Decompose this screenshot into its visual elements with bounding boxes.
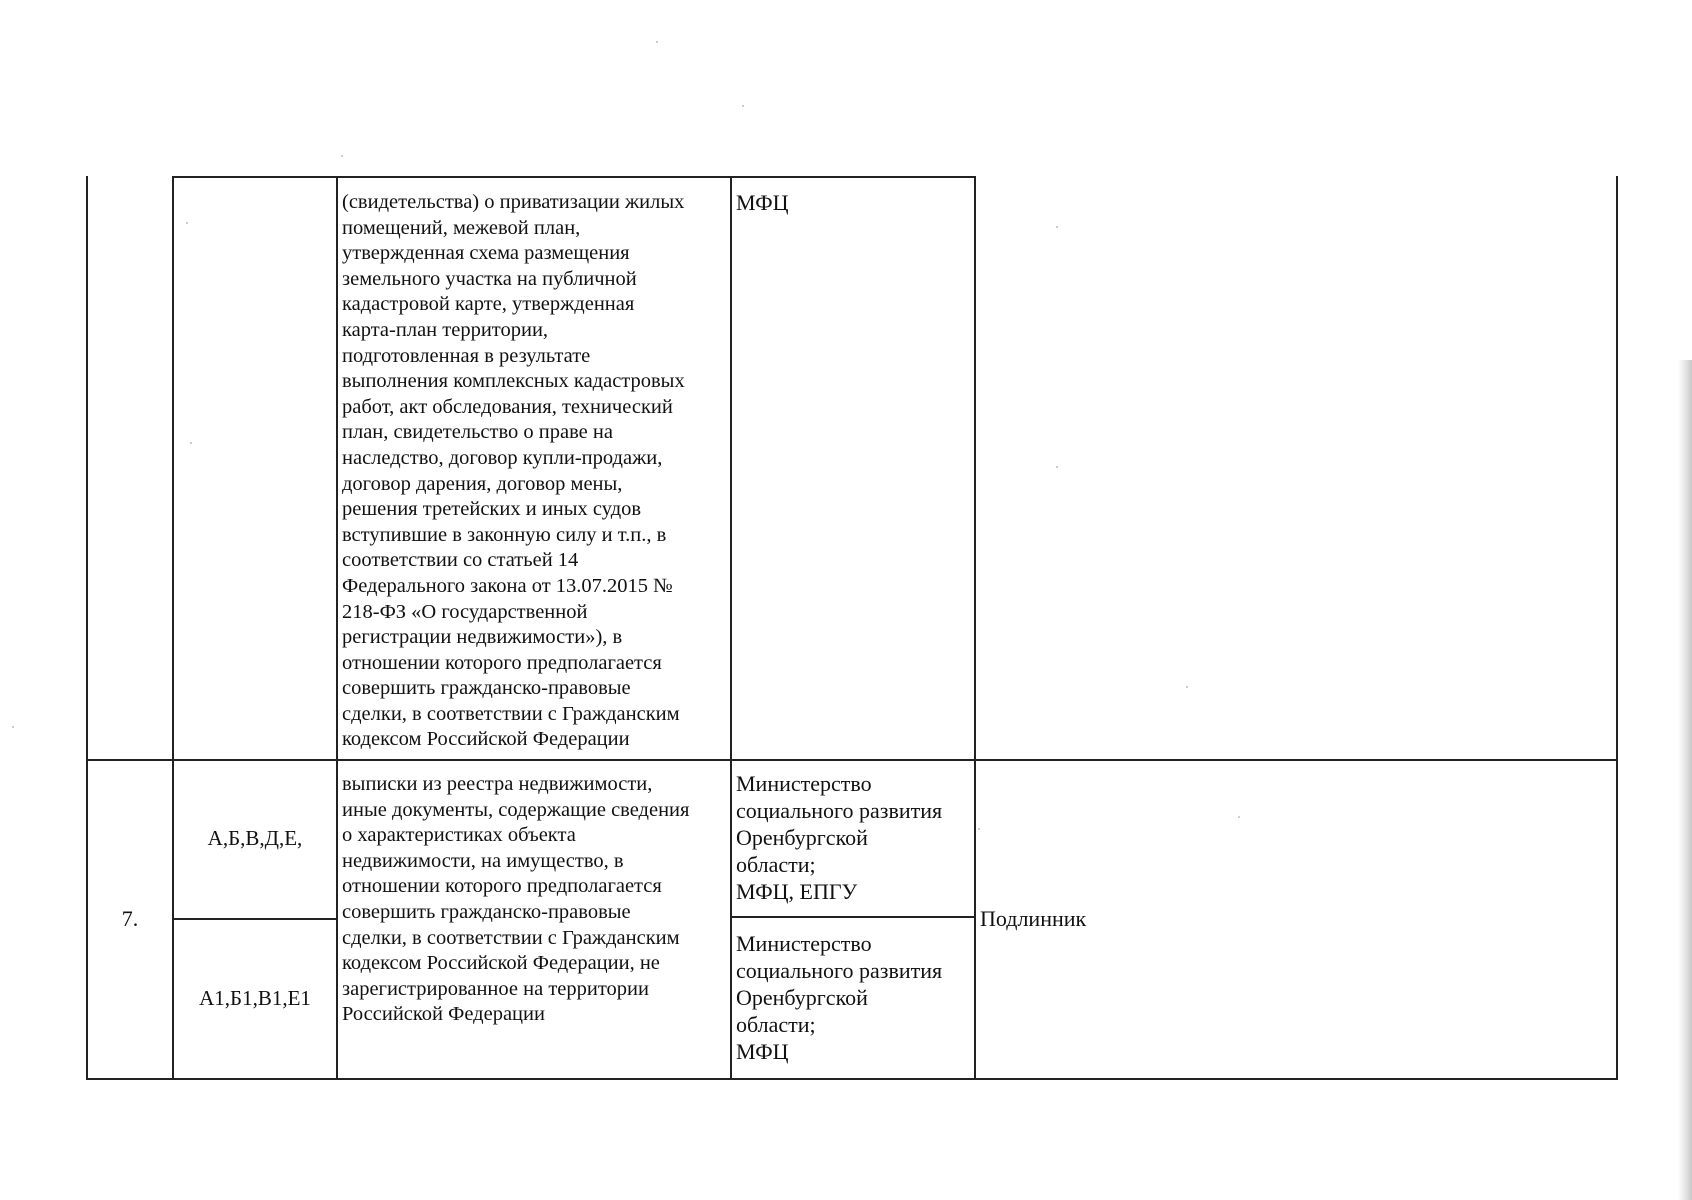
scan-speck xyxy=(742,105,744,107)
scan-speck xyxy=(12,726,14,728)
table-border xyxy=(1616,176,1618,1080)
table-border xyxy=(172,918,337,920)
categories-bottom: А1,Б1,В1,Е1 xyxy=(199,986,311,1010)
categories-top: А,Б,В,Д,Е, xyxy=(207,826,303,850)
text-line: МФЦ xyxy=(736,1039,789,1064)
text-line: Оренбургской xyxy=(736,825,868,850)
text-line: социального развития xyxy=(736,798,943,823)
text-line: работ, акт обследования, технический xyxy=(342,395,673,418)
text-line: совершить гражданско-правовые xyxy=(342,677,631,700)
text-line: вступившие в законную силу и т.п., в xyxy=(342,523,667,546)
text-line: Министерство xyxy=(736,931,872,956)
scan-speck xyxy=(341,155,343,157)
text-line: выписки из реестра недвижимости, xyxy=(342,773,653,795)
text-line: земельного участка на публичной xyxy=(342,267,637,290)
scan-speck xyxy=(186,222,188,224)
scan-speck xyxy=(1238,816,1240,818)
text-line: кодексом Российской Федерации xyxy=(342,728,630,751)
text-line: (свидетельства) о приватизации жилых xyxy=(342,191,685,213)
documents-cell-row7 xyxy=(342,772,689,1028)
text-line: области; xyxy=(736,852,816,877)
text-line: сделки, в соответствии с Гражданским xyxy=(342,926,680,949)
table-border xyxy=(730,176,732,1080)
text-line: сделки, в соответствии с Гражданским xyxy=(342,702,680,725)
text-line: Оренбургской xyxy=(736,985,868,1010)
table-border xyxy=(974,176,976,1080)
text-line: области; xyxy=(736,1012,816,1037)
text-line: отношении которого предполагается xyxy=(342,651,662,674)
source-cell-top xyxy=(736,770,942,905)
text-line: социального развития xyxy=(736,958,943,983)
text-line: утвержденная схема размещения xyxy=(342,242,630,265)
text-line: подготовленная в результате xyxy=(342,344,591,367)
text-line: Министерство xyxy=(736,771,872,796)
scan-speck xyxy=(1186,686,1188,688)
scan-shadow xyxy=(1678,360,1692,1200)
text-line: зарегистрированное на территории xyxy=(342,977,649,1000)
documents-cell-continued xyxy=(342,190,685,753)
text-line: Федерального закона от 13.07.2015 № xyxy=(342,574,673,597)
text-line: соответствии со статьей 14 xyxy=(342,549,579,572)
source-text: МФЦ xyxy=(736,190,789,215)
text-line: регистрации недвижимости»), в xyxy=(342,626,623,649)
source-cell-bottom xyxy=(736,930,942,1065)
text-line: план, свидетельство о праве на xyxy=(342,421,613,444)
source-cell-continued xyxy=(736,189,789,216)
text-line: кодексом Российской Федерации, не xyxy=(342,952,660,975)
text-line: иные документы, содержащие сведения xyxy=(342,798,690,821)
text-line: кадастровой карте, утвержденная xyxy=(342,293,635,316)
table-border xyxy=(172,176,174,1080)
text-line: недвижимости, на имущество, в xyxy=(342,849,624,872)
table-border xyxy=(86,1078,1617,1080)
scan-speck xyxy=(1056,466,1058,468)
scan-speck xyxy=(978,828,980,830)
row-number: 7. xyxy=(121,906,139,931)
text-line: отношении которого предполагается xyxy=(342,875,662,898)
text-line: 218-ФЗ «О государственной xyxy=(342,600,588,623)
text-line: Российской Федерации xyxy=(342,1003,545,1026)
table-border xyxy=(86,759,1617,761)
table-border xyxy=(336,176,338,1080)
scan-speck xyxy=(656,41,658,43)
text-line: МФЦ, ЕПГУ xyxy=(736,879,858,904)
text-line: договор дарения, договор мены, xyxy=(342,472,623,495)
text-line: помещений, межевой план, xyxy=(342,216,581,239)
text-line: решения третейских и иных судов xyxy=(342,498,642,521)
text-line: наследство, договор купли-продажи, xyxy=(342,446,663,469)
table-border xyxy=(86,176,88,1080)
scan-speck xyxy=(190,442,192,444)
text-line: о характеристиках объекта xyxy=(342,824,576,847)
table-border xyxy=(730,916,975,918)
scan-speck xyxy=(1056,226,1058,228)
text-line: совершить гражданско-правовые xyxy=(342,900,631,923)
text-line: карта-план территории, xyxy=(342,318,549,341)
form-cell: Подлинник xyxy=(980,906,1087,931)
table-border xyxy=(172,176,975,178)
text-line: выполнения комплексных кадастровых xyxy=(342,370,685,393)
